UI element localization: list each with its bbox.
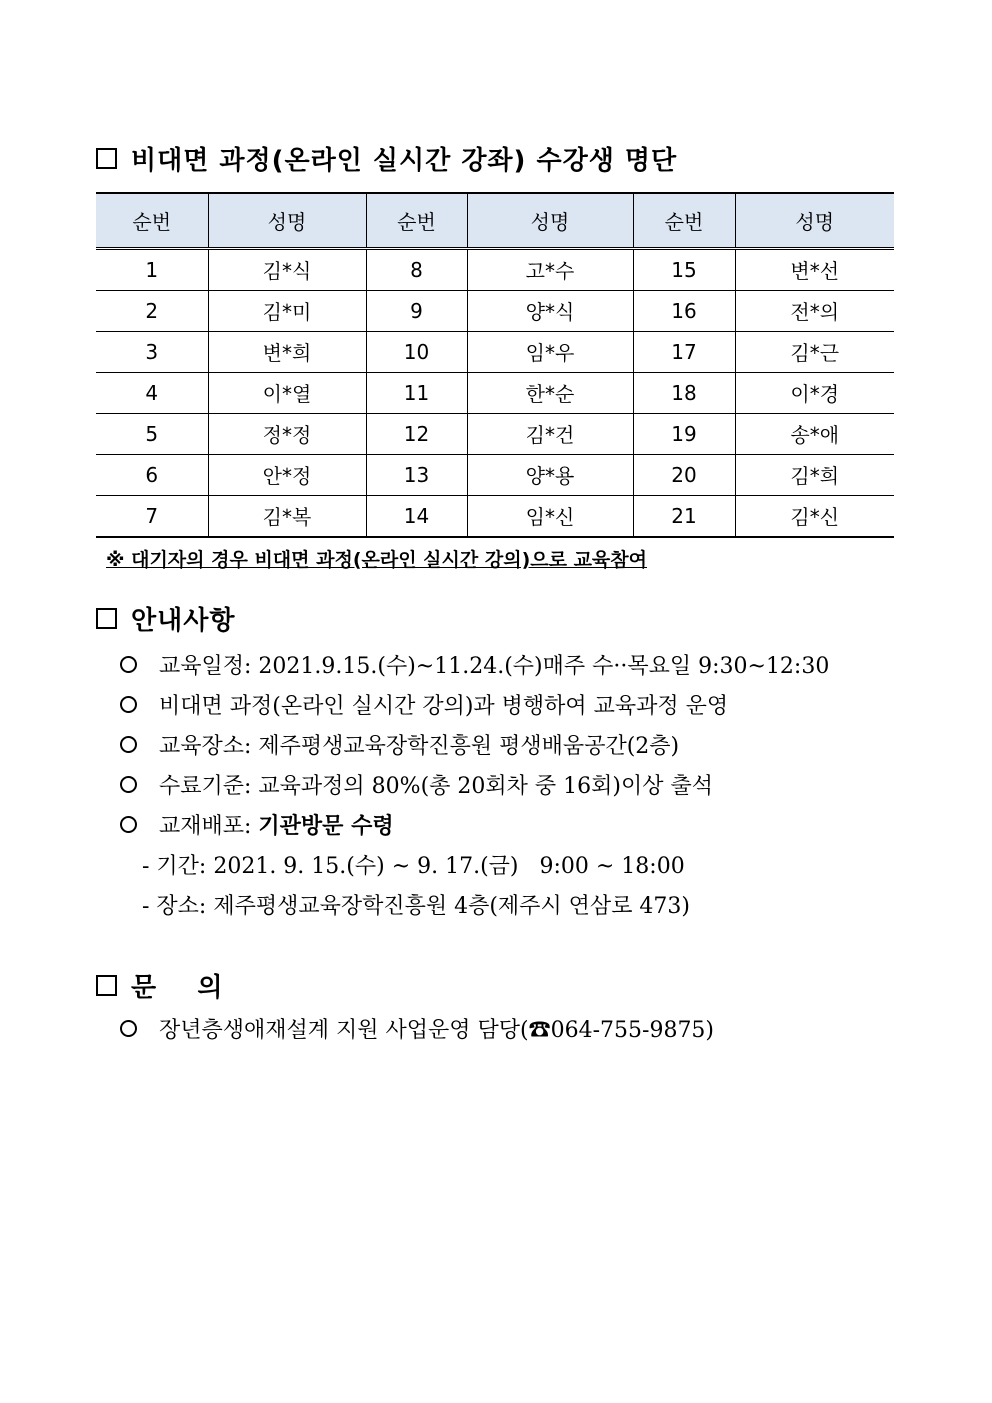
circle-bullet-icon [120,1020,137,1037]
list-item [120,764,829,804]
column-header: 성명 [467,193,633,248]
column-header: 성명 [735,193,894,248]
list-item [120,804,829,844]
period-text: - 기간: 2021. 9. 15.(수) ~ 9. 17.(금) 9:00 ~ 18:00 [142,853,685,879]
circle-bullet-icon [120,696,137,713]
table-cell: 15 [633,248,735,290]
table-cell: 9 [366,290,467,331]
table-cell: 임*신 [467,495,633,537]
table-cell: 이*경 [735,372,894,413]
info-list [120,644,829,924]
table-cell: 임*우 [467,331,633,372]
table-row [96,331,894,372]
table-row [96,454,894,495]
table-row [96,372,894,413]
table-cell: 21 [633,495,735,537]
contact-heading-text: 문 의 [131,973,224,1003]
table-cell: 12 [366,413,467,454]
roster-heading-text: 비대면 과정(온라인 실시간 강좌) 수강생 명단 [131,146,678,176]
table-cell: 20 [633,454,735,495]
table-cell: 1 [145,257,159,282]
completion-text: 수료기준: 교육과정의 80%(총 20회차 중 16회)이상 출석 [159,773,713,799]
table-cell: 14 [366,495,467,537]
textbook-method: 기관방문 수령 [258,813,394,839]
list-item [120,644,829,684]
roster-heading [96,140,677,177]
table-cell: 김*건 [467,413,633,454]
table-cell: 13 [366,454,467,495]
table-cell: 전*의 [735,290,894,331]
place-text: - 장소: 제주평생교육장학진흥원 4층(제주시 연삼로 473) [142,893,691,919]
table-cell: 18 [633,372,735,413]
circle-bullet-icon [120,656,137,673]
checkbox-square-icon [96,975,117,996]
table-cell: 김*희 [735,454,894,495]
table-cell: 양*용 [467,454,633,495]
table-cell: 5 [96,413,208,454]
column-header: 성명 [208,193,366,248]
table-cell: 김*근 [735,331,894,372]
table-cell: 정*정 [208,413,366,454]
location-text: 교육장소: 제주평생교육장학진흥원 평생배움공간(2층) [159,733,680,759]
table-cell: 8 [366,248,467,290]
table-row [96,495,894,537]
table-cell: 10 [366,331,467,372]
table-cell: 양*식 [467,290,633,331]
contact-list [120,1008,714,1048]
waitlist-note: ※ 대기자의 경우 비대면 과정(온라인 실시간 강의)으로 교육참여 [106,549,647,571]
column-header: 순번 [366,193,467,248]
table-cell: 김*복 [208,495,366,537]
parallel-text: 비대면 과정(온라인 실시간 강의)과 병행하여 교육과정 운영 [159,693,729,719]
table-row [96,413,894,454]
list-subitem [120,844,829,884]
info-heading-text: 안내사항 [131,606,236,636]
table-cell: 변*선 [735,248,894,290]
table-cell: 안*정 [208,454,366,495]
circle-bullet-icon [120,736,137,753]
table-header-row [96,193,894,248]
table-row [96,248,894,290]
table-cell: 17 [633,331,735,372]
circle-bullet-icon [120,776,137,793]
table-cell: 김*식 [208,248,366,290]
contact-text: 장년층생애재설계 지원 사업운영 담당(☎064-755-9875) [159,1017,715,1043]
table-cell: 한*순 [467,372,633,413]
table-cell: 김*미 [208,290,366,331]
list-item [120,1008,714,1048]
table-cell: 6 [96,454,208,495]
table-cell: 이*열 [208,372,366,413]
table-cell: 7 [96,495,208,537]
table-cell: 송*애 [735,413,894,454]
checkbox-square-icon [96,148,117,169]
list-subitem [120,884,829,924]
schedule-text: 교육일정: 2021.9.15.(수)~11.24.(수)매주 수··목요일 9:30~12:30 [159,653,830,679]
checkbox-square-icon [96,608,117,629]
table-cell: 19 [633,413,735,454]
table-cell: 4 [96,372,208,413]
table-cell: 3 [96,331,208,372]
roster-table [96,192,894,538]
column-header: 순번 [132,209,172,234]
column-header: 순번 [633,193,735,248]
circle-bullet-icon [120,816,137,833]
contact-heading [96,967,223,1004]
table-cell: 16 [633,290,735,331]
info-heading [96,600,235,637]
table-row [96,290,894,331]
table-cell: 고*수 [467,248,633,290]
textbook-label: 교재배포: [159,813,259,839]
table-cell: 김*신 [735,495,894,537]
table-cell: 2 [96,290,208,331]
list-item [120,684,829,724]
list-item [120,724,829,764]
table-cell: 11 [366,372,467,413]
table-cell: 변*희 [208,331,366,372]
